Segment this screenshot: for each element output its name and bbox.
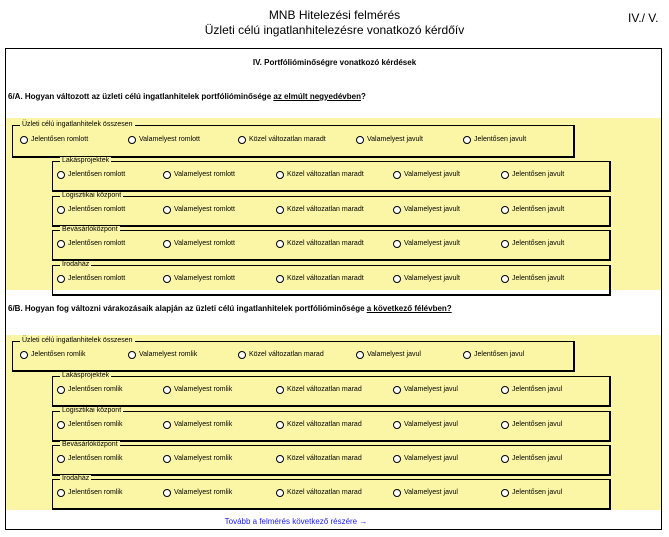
radio-button[interactable] (356, 351, 364, 359)
radio-button[interactable] (276, 489, 284, 497)
option-group-label: Bevásárlóközpont (62, 441, 118, 448)
radio-option-label[interactable]: Közel változatlan maradt (287, 240, 364, 247)
radio-option-label[interactable]: Közel változatlan marad (249, 351, 324, 358)
radio-option-label[interactable]: Valamelyest javult (404, 275, 460, 282)
option-group-label: Lakásprojektek (62, 157, 110, 164)
radio-option-label[interactable]: Jelentősen romlott (68, 240, 126, 247)
radio-option-label[interactable]: Jelentősen romlik (68, 386, 123, 393)
radio-button[interactable] (276, 275, 284, 283)
question-6a (8, 92, 366, 101)
survey-subtitle: Üzleti célú ingatlanhitelezésre vonatkozó kérdőív (204, 23, 465, 37)
radio-button[interactable] (57, 240, 65, 248)
radio-option-label[interactable]: Közel változatlan maradt (287, 206, 364, 213)
radio-button[interactable] (356, 136, 364, 144)
radio-button[interactable] (276, 240, 284, 248)
radio-option-label[interactable]: Valamelyest romlik (174, 489, 233, 496)
radio-button[interactable] (276, 386, 284, 394)
radio-option-label[interactable]: Közel változatlan maradt (287, 171, 364, 178)
radio-button[interactable] (163, 386, 171, 394)
radio-option-label[interactable]: Jelentősen romlott (68, 206, 126, 213)
radio-option-label[interactable]: Valamelyest javult (404, 240, 460, 247)
radio-button[interactable] (163, 275, 171, 283)
radio-button[interactable] (501, 240, 509, 248)
radio-option-label[interactable]: Valamelyest romlott (174, 275, 235, 282)
survey-title: MNB Hitelezési felmérés (268, 8, 401, 22)
option-group-label: Üzleti célú ingatlanhitelek összesen (22, 121, 133, 128)
radio-option-label[interactable]: Jelentősen javul (512, 386, 563, 393)
radio-option-label[interactable]: Jelentősen romlott (68, 171, 126, 178)
radio-option-label[interactable]: Közel változatlan maradt (287, 275, 364, 282)
section-title: IV. Portfólióminőségre vonatkozó kérdések (252, 58, 417, 67)
radio-button[interactable] (57, 275, 65, 283)
radio-button[interactable] (393, 171, 401, 179)
radio-button[interactable] (163, 240, 171, 248)
question-6a-mark: ? (360, 92, 366, 101)
radio-button[interactable] (163, 421, 171, 429)
radio-option-label[interactable]: Valamelyest javult (404, 206, 460, 213)
radio-button[interactable] (501, 455, 509, 463)
radio-button[interactable] (501, 386, 509, 394)
radio-button[interactable] (163, 171, 171, 179)
question-6b (8, 304, 452, 313)
option-group-label: Logisztikai központ (62, 407, 122, 414)
radio-button[interactable] (20, 351, 28, 359)
radio-option-label[interactable]: Valamelyest javult (367, 136, 423, 143)
radio-button[interactable] (57, 455, 65, 463)
radio-option-label[interactable]: Jelentősen javult (512, 206, 565, 213)
radio-option-label[interactable]: Közel változatlan marad (287, 386, 362, 393)
radio-option-label[interactable]: Jelentősen javult (512, 171, 565, 178)
radio-button[interactable] (463, 351, 471, 359)
radio-button[interactable] (276, 455, 284, 463)
option-group-label: Bevásárlóközpont (62, 226, 118, 233)
radio-button[interactable] (393, 489, 401, 497)
radio-option-label[interactable]: Jelentősen romlott (31, 136, 89, 143)
radio-option-label[interactable]: Valamelyest romlik (174, 386, 233, 393)
radio-button[interactable] (501, 421, 509, 429)
option-group-label: Irodaház (62, 475, 90, 482)
option-group-label: Lakásprojektek (62, 372, 110, 379)
radio-button[interactable] (163, 489, 171, 497)
option-group-label: Logisztikai központ (62, 192, 122, 199)
radio-button[interactable] (163, 455, 171, 463)
radio-option-label[interactable]: Jelentősen javult (512, 240, 565, 247)
radio-option-label[interactable]: Valamelyest romlott (174, 206, 235, 213)
radio-option-label[interactable]: Közel változatlan maradt (249, 136, 326, 143)
option-group-label: Üzleti célú ingatlanhitelek összesen (22, 337, 133, 344)
radio-option-label[interactable]: Jelentősen javult (512, 275, 565, 282)
radio-option-label[interactable]: Jelentősen javul (512, 421, 563, 428)
radio-button[interactable] (238, 351, 246, 359)
radio-button[interactable] (163, 206, 171, 214)
radio-button[interactable] (57, 421, 65, 429)
radio-button[interactable] (57, 489, 65, 497)
radio-option-label[interactable]: Valamelyest romlott (174, 171, 235, 178)
radio-button[interactable] (393, 206, 401, 214)
radio-option-label[interactable]: Valamelyest romlott (139, 136, 200, 143)
option-group-label: Irodaház (62, 261, 90, 268)
radio-button[interactable] (276, 421, 284, 429)
radio-option-label[interactable]: Jelentősen romlik (68, 489, 123, 496)
radio-button[interactable] (276, 171, 284, 179)
radio-button[interactable] (501, 206, 509, 214)
radio-button[interactable] (501, 489, 509, 497)
radio-option-label[interactable]: Közel változatlan marad (287, 455, 362, 462)
radio-option-label[interactable]: Jelentősen javul (474, 351, 525, 358)
radio-button[interactable] (501, 171, 509, 179)
radio-button[interactable] (57, 206, 65, 214)
radio-option-label[interactable]: Jelentősen romlik (31, 351, 86, 358)
question-6b-period: a következő félévben? (366, 304, 452, 313)
radio-button[interactable] (393, 275, 401, 283)
radio-button[interactable] (393, 240, 401, 248)
radio-button[interactable] (393, 455, 401, 463)
radio-option-label[interactable]: Közel változatlan marad (287, 421, 362, 428)
radio-option-label[interactable]: Valamelyest javul (404, 489, 458, 496)
radio-button[interactable] (20, 136, 28, 144)
question-6b-text: 6/B. Hogyan fog változni várakozásaik alapján az üzleti célú ingatlanhitelek portfólióminősége (8, 304, 367, 313)
radio-button[interactable] (393, 386, 401, 394)
radio-option-label[interactable]: Valamelyest javul (404, 421, 458, 428)
radio-option-label[interactable]: Valamelyest romlik (174, 455, 233, 462)
radio-option-label[interactable]: Jelentősen romlott (68, 275, 126, 282)
radio-option-label[interactable]: Valamelyest javul (404, 386, 458, 393)
radio-option-label[interactable]: Valamelyest romlik (139, 351, 198, 358)
radio-option-label[interactable]: Jelentősen romlik (68, 421, 123, 428)
next-section-link[interactable]: Tovább a felmérés következő részére → (224, 517, 368, 526)
radio-option-label[interactable]: Valamelyest romlik (174, 421, 233, 428)
radio-button[interactable] (463, 136, 471, 144)
radio-button[interactable] (57, 171, 65, 179)
radio-button[interactable] (276, 206, 284, 214)
question-6a-text: 6/A. Hogyan változott az üzleti célú ingatlanhitelek portfólióminősége (8, 92, 274, 101)
radio-button[interactable] (238, 136, 246, 144)
radio-option-label[interactable]: Jelentősen javul (512, 489, 563, 496)
radio-button[interactable] (393, 421, 401, 429)
radio-button[interactable] (128, 351, 136, 359)
radio-option-label[interactable]: Közel változatlan marad (287, 489, 362, 496)
page-number: IV./ V. (628, 11, 659, 25)
radio-button[interactable] (128, 136, 136, 144)
question-6a-period: az elmúlt negyedévben (273, 92, 361, 101)
radio-option-label[interactable]: Valamelyest javul (367, 351, 421, 358)
radio-option-label[interactable]: Jelentősen javult (474, 136, 527, 143)
radio-option-label[interactable]: Valamelyest romlott (174, 240, 235, 247)
radio-option-label[interactable]: Valamelyest javul (404, 455, 458, 462)
radio-option-label[interactable]: Jelentősen javul (512, 455, 563, 462)
radio-option-label[interactable]: Valamelyest javult (404, 171, 460, 178)
radio-button[interactable] (501, 275, 509, 283)
radio-option-label[interactable]: Jelentősen romlik (68, 455, 123, 462)
radio-button[interactable] (57, 386, 65, 394)
